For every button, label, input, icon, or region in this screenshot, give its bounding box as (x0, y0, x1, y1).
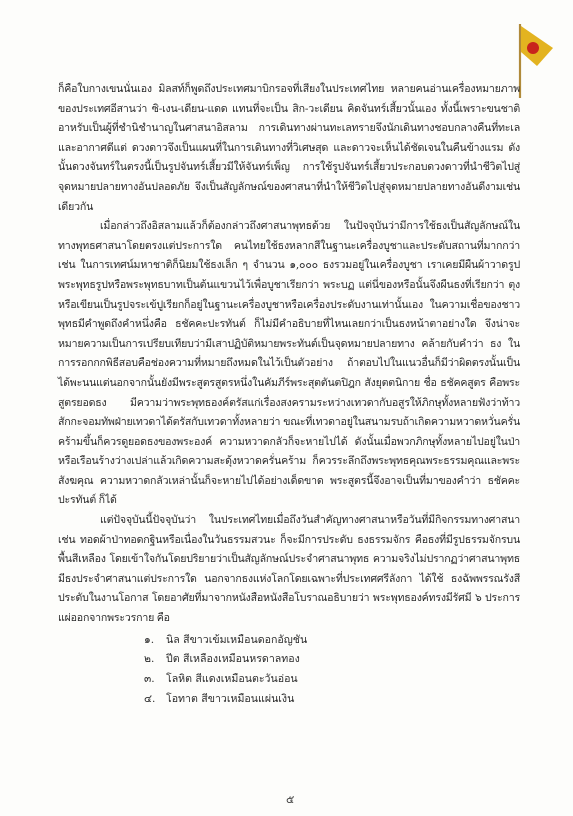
list-item: ๑. นิล สีขาวเข้มเหมือนดอกอัญชัน (144, 633, 308, 646)
flag-icon (515, 18, 555, 100)
list-item: ๒. ปีต สีเหลืองเหมือนหรดาลทอง (144, 653, 300, 666)
ray-colors-list (58, 631, 520, 710)
list-item: ๓. โลหิต สีแดงเหมือนตะวันอ่อน (144, 673, 298, 686)
paragraph-1: ก็คือใบกางเขนนั่นเอง มิลสท์ก็พูดถึงประเทศมาบิกรอจที่เสียงในประเทศไทย หลายคนอ่านเครื่องหมายภาพของประเทศอีสานว่า ซิ-เงน-เดียน-แดด แทนที่จะเป็น สิก-วะเดียน คิดจันทร์เสี้ยวนั้นเอง ทั้งนี้เพราะขนชาติอาหรับเป็นผู้ที่ชำนิชำนาญในศาสนาอิสลาม การเดินทางผ่านทะเลทรายจึงนักเดินทางชอบกลางคืนที่ทะเลและอากาศดีแต่ ดวงดาวจึงเป็นแผนที่ในการเดินทางที่วิเศษสุด และดาวจะเห็นได้ชัดเจนในคืนข้างแรม ดังนั้นดวงจันทร์ในตรงนี้เป็นรูปจันทร์เสี้ยวมีให้จันทร์เพ็ญ การใช้รูปจันทร์เสี้ยวประกอบดวงดาวที่นำชีวิตไปสู่จุดหมายปลายทางอันปลอดภัย จึงเป็นสัญลักษณ์ของศาสนาที่นำให้ชีวิตไปสู่จุดหมายปลายทางอันดีงามเช่นเดียวกัน (58, 83, 520, 213)
page-number: ๕ (286, 793, 295, 806)
document-body (58, 80, 520, 710)
paragraph-2: เมื่อกล่าวถึงอิสลามแล้วก็ต้องกล่าวถึงศาสนาพุทธด้วย ในปัจจุบันว่ามีการใช้ธงเป็นสัญลักษณ์ในทางพุทธศาสนาโดยตรงแต่ประการใด คนไทยใช้ธงหลากสีในฐานะเครื่องบูชาและประดับสถานที่มากกว่า เช่น ในการเทศน์มหาชาติก็นิยมใช้ธงเล็ก ๆ จำนวน ๑,๐๐๐ ธงรวมอยู่ในเครื่องบูชา เราเคยมีผืนผ้าวาดรูปพระพุทธรูปหรือพระพุทธบาทเป็นต้นแขวนไว้เพื่อบูชาเรียกว่า พระบฏ แต่นี่ของหรือนั้นจึงผืนธงที่เรียกว่า ตุง หรือเขียนเป็นรูปจระเข้ปูเรียกก็อยู่ในฐานะเครื่องบูชาหรือเครื่องประดับงานเท่านั้นเอง ในความเชื่อของชาวพุทธมีคำพูดถึงคำหนึ่งคือ ธชัคคะปะรทันต์ ก็ไม่มีคำอธิบายที่ไหนเลยกว่าเป็นธงหน้าตาอย่างใด จึงน่าจะหมายความเป็นการเปรียบเทียบว่ามีเสาปฏิบัติหมายพระทันต์เป็นจุดหมายปลายทาง คล้ายกับคำว่า ธง ในการรอกกกพิธีสอบคือช่องความที่หมายถึงหมดในไว้เป็นตัวอย่าง ถ้าตอบไปในแนวอื่นก็มีว่าผิดตรงนั้นเป็นได้พะนนแต่นอกจากนั้นยังมีพระสูตรสูตรหนึ่งในคัมภีร์พระสุตตันตปิฎก สังยุตตนิกาย ชื่อ ธชัคคสูตร คือพระสูตรยอดธง มีความว่าพระพุทธองค์ตรัสแก่เรื่องสงครามระหว่างเทวดากับอสูรให้ภิกษุทั้งหลายฟังว่าท้าวสักกะจอมทัพฝ่ายเทวดาได้ตรัสกับเทวดาทั้งหลายว่า ขณะที่เทวดาอยู่ในสนามรบถ้าเกิดความหวาดหวั่นครั่นคร้ามขึ้นก็ควรดูยอดธงของพระองค์ ความหวาดกลัวก็จะหายไปได้ ดังนั้นเมื่อพวกภิกษุทั้งหลายไปอยู่ในป่าหรือเรือนร้างว่างเปล่าแล้วเกิดความสะดุ้งหวาดครั่นคร้าม ก็ควรระลึกถึงพระพุทธคุณพระธรรมคุณและพระสังฆคุณ ความหวาดกลัวเหล่านั้นก็จะหายไปได้อย่างเด็ดขาด พระสูตรนี้จึงอาจเป็นที่มาของคำว่า ธชัคคะปะรทันต์ ก็ได้ (58, 220, 520, 507)
paragraph-3: แต่ปัจจุบันนี้ปัจจุบันว่า ในประเทศไทยเมื่อถึงวันสำคัญทางศาสนาหรือวันที่มีกิจกรรมทางศาสนา เช่น ทอดผ้าป่าทอดกฐินหรือเนื่องในวันธรรมสวนะ ก็จะมีการประดับ ธงธรรมจักร คือธงที่มีรูปธรรมจักรบนพื้นสีเหลือง โดยเข้าใจกันโดยปริยายว่าเป็นสัญลักษณ์ประจำศาสนาพุทธ ความจริงไม่ปรากฏว่าศาสนาพุทธมีธงประจำศาสนาแต่ประการใด นอกจากธงแห่งโลกโดยเฉพาะที่ประเทศศรีลังกา ได้ใช้ ธงฉัพพรรณรังสี ประดับในงานโอกาส โดยอาศัยที่มาจากหนังสือหนังสือโบราณอธิบายว่า พระพุทธองค์ทรงมีรัศมี ๖ ประการแผ่ออกจากพระวรกาย คือ (58, 514, 520, 625)
list-item: ๔. โอทาต สีขาวเหมือนแผ่นเงิน (144, 693, 295, 706)
